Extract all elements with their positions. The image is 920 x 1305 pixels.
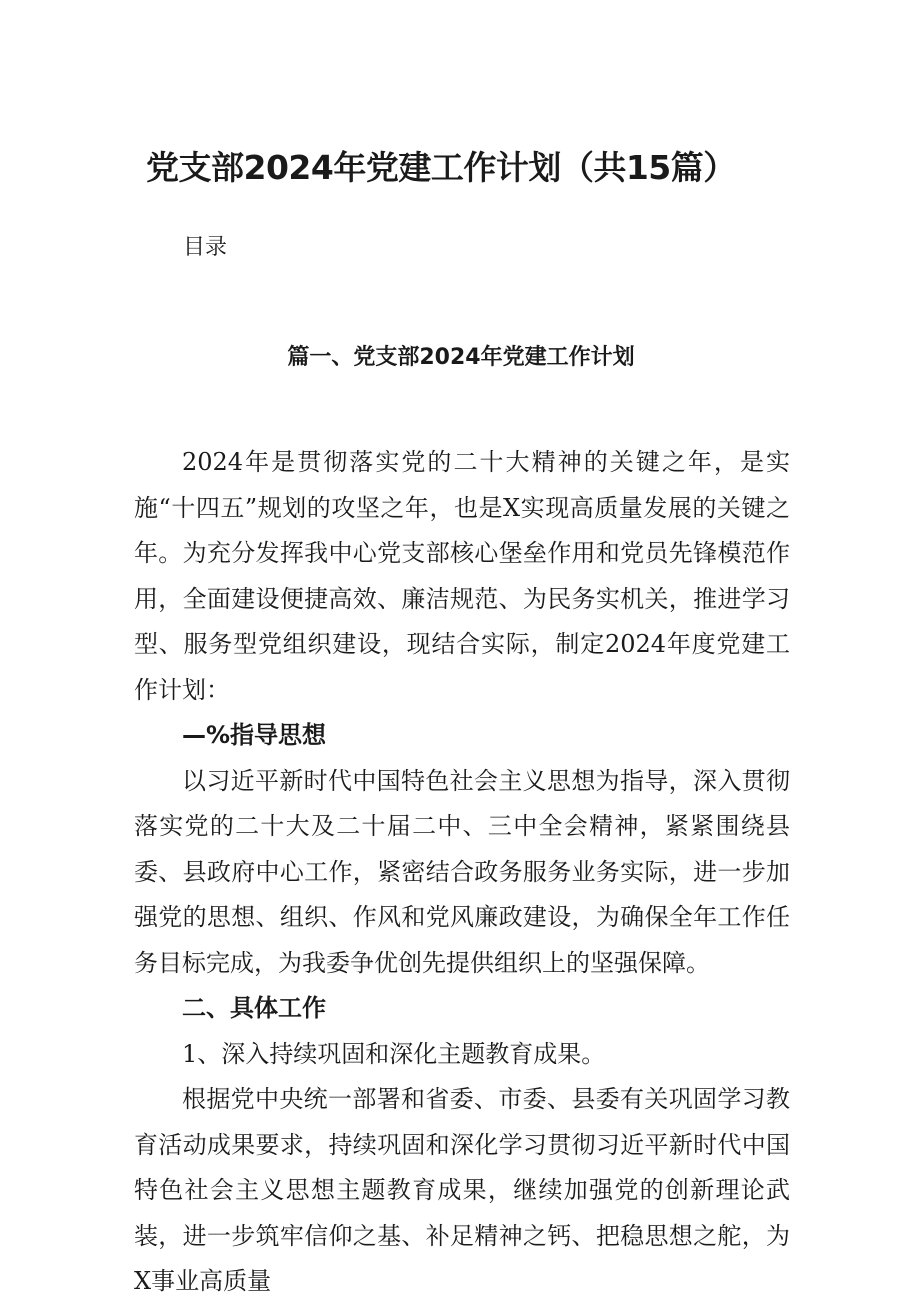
guiding-thought-paragraph: 以习近平新时代中国特色社会主义思想为指导，深入贯彻落实党的二十大及二十届二中、三中全会精神，紧紧围绕县委、县政府中心工作，紧密结合政务服务业务实际，进一步加强党的思想、组织、作风和党风廉政建设，为确保全年工作任务目标完成，为我委争优创先提供组织上的坚强保障。 [134,766,790,977]
section-heading-guiding-thought: —%指导思想 [182,721,327,749]
intro-paragraph: 2024年是贯彻落实党的二十大精神的关键之年，是实施“十四五”规划的攻坚之年，也是X实现高质量发展的关键之年。为充分发挥我中心党支部核心堡垒作用和党员先锋模范作用，全面建设便捷高效、廉洁规范、为民务实机关，推进学习型、服务型党组织建设，现结合实际，制定2024年度党建工作计划： [134,448,790,704]
document-title: 党支部2024年党建工作计划（共15篇） [146,148,736,187]
table-of-contents-label: 目录 [183,235,228,260]
work-item-1-title: 1、深入持续巩固和深化主题教育成果。 [182,1039,606,1068]
work-item-1-paragraph: 根据党中央统一部署和省委、市委、县委有关巩固学习教育活动成果要求，持续巩固和深化学习贯彻习近平新时代中国特色社会主义思想主题教育成果，继续加强党的创新理论武装，进一步筑牢信仰之基、补足精神之钙、把稳思想之舵，为X事业高质量 [134,1085,790,1295]
chapter-heading: 篇一、党支部2024年党建工作计划 [287,345,635,370]
document-body [134,440,790,1305]
section-heading-specific-work: 二、具体工作 [182,994,326,1022]
